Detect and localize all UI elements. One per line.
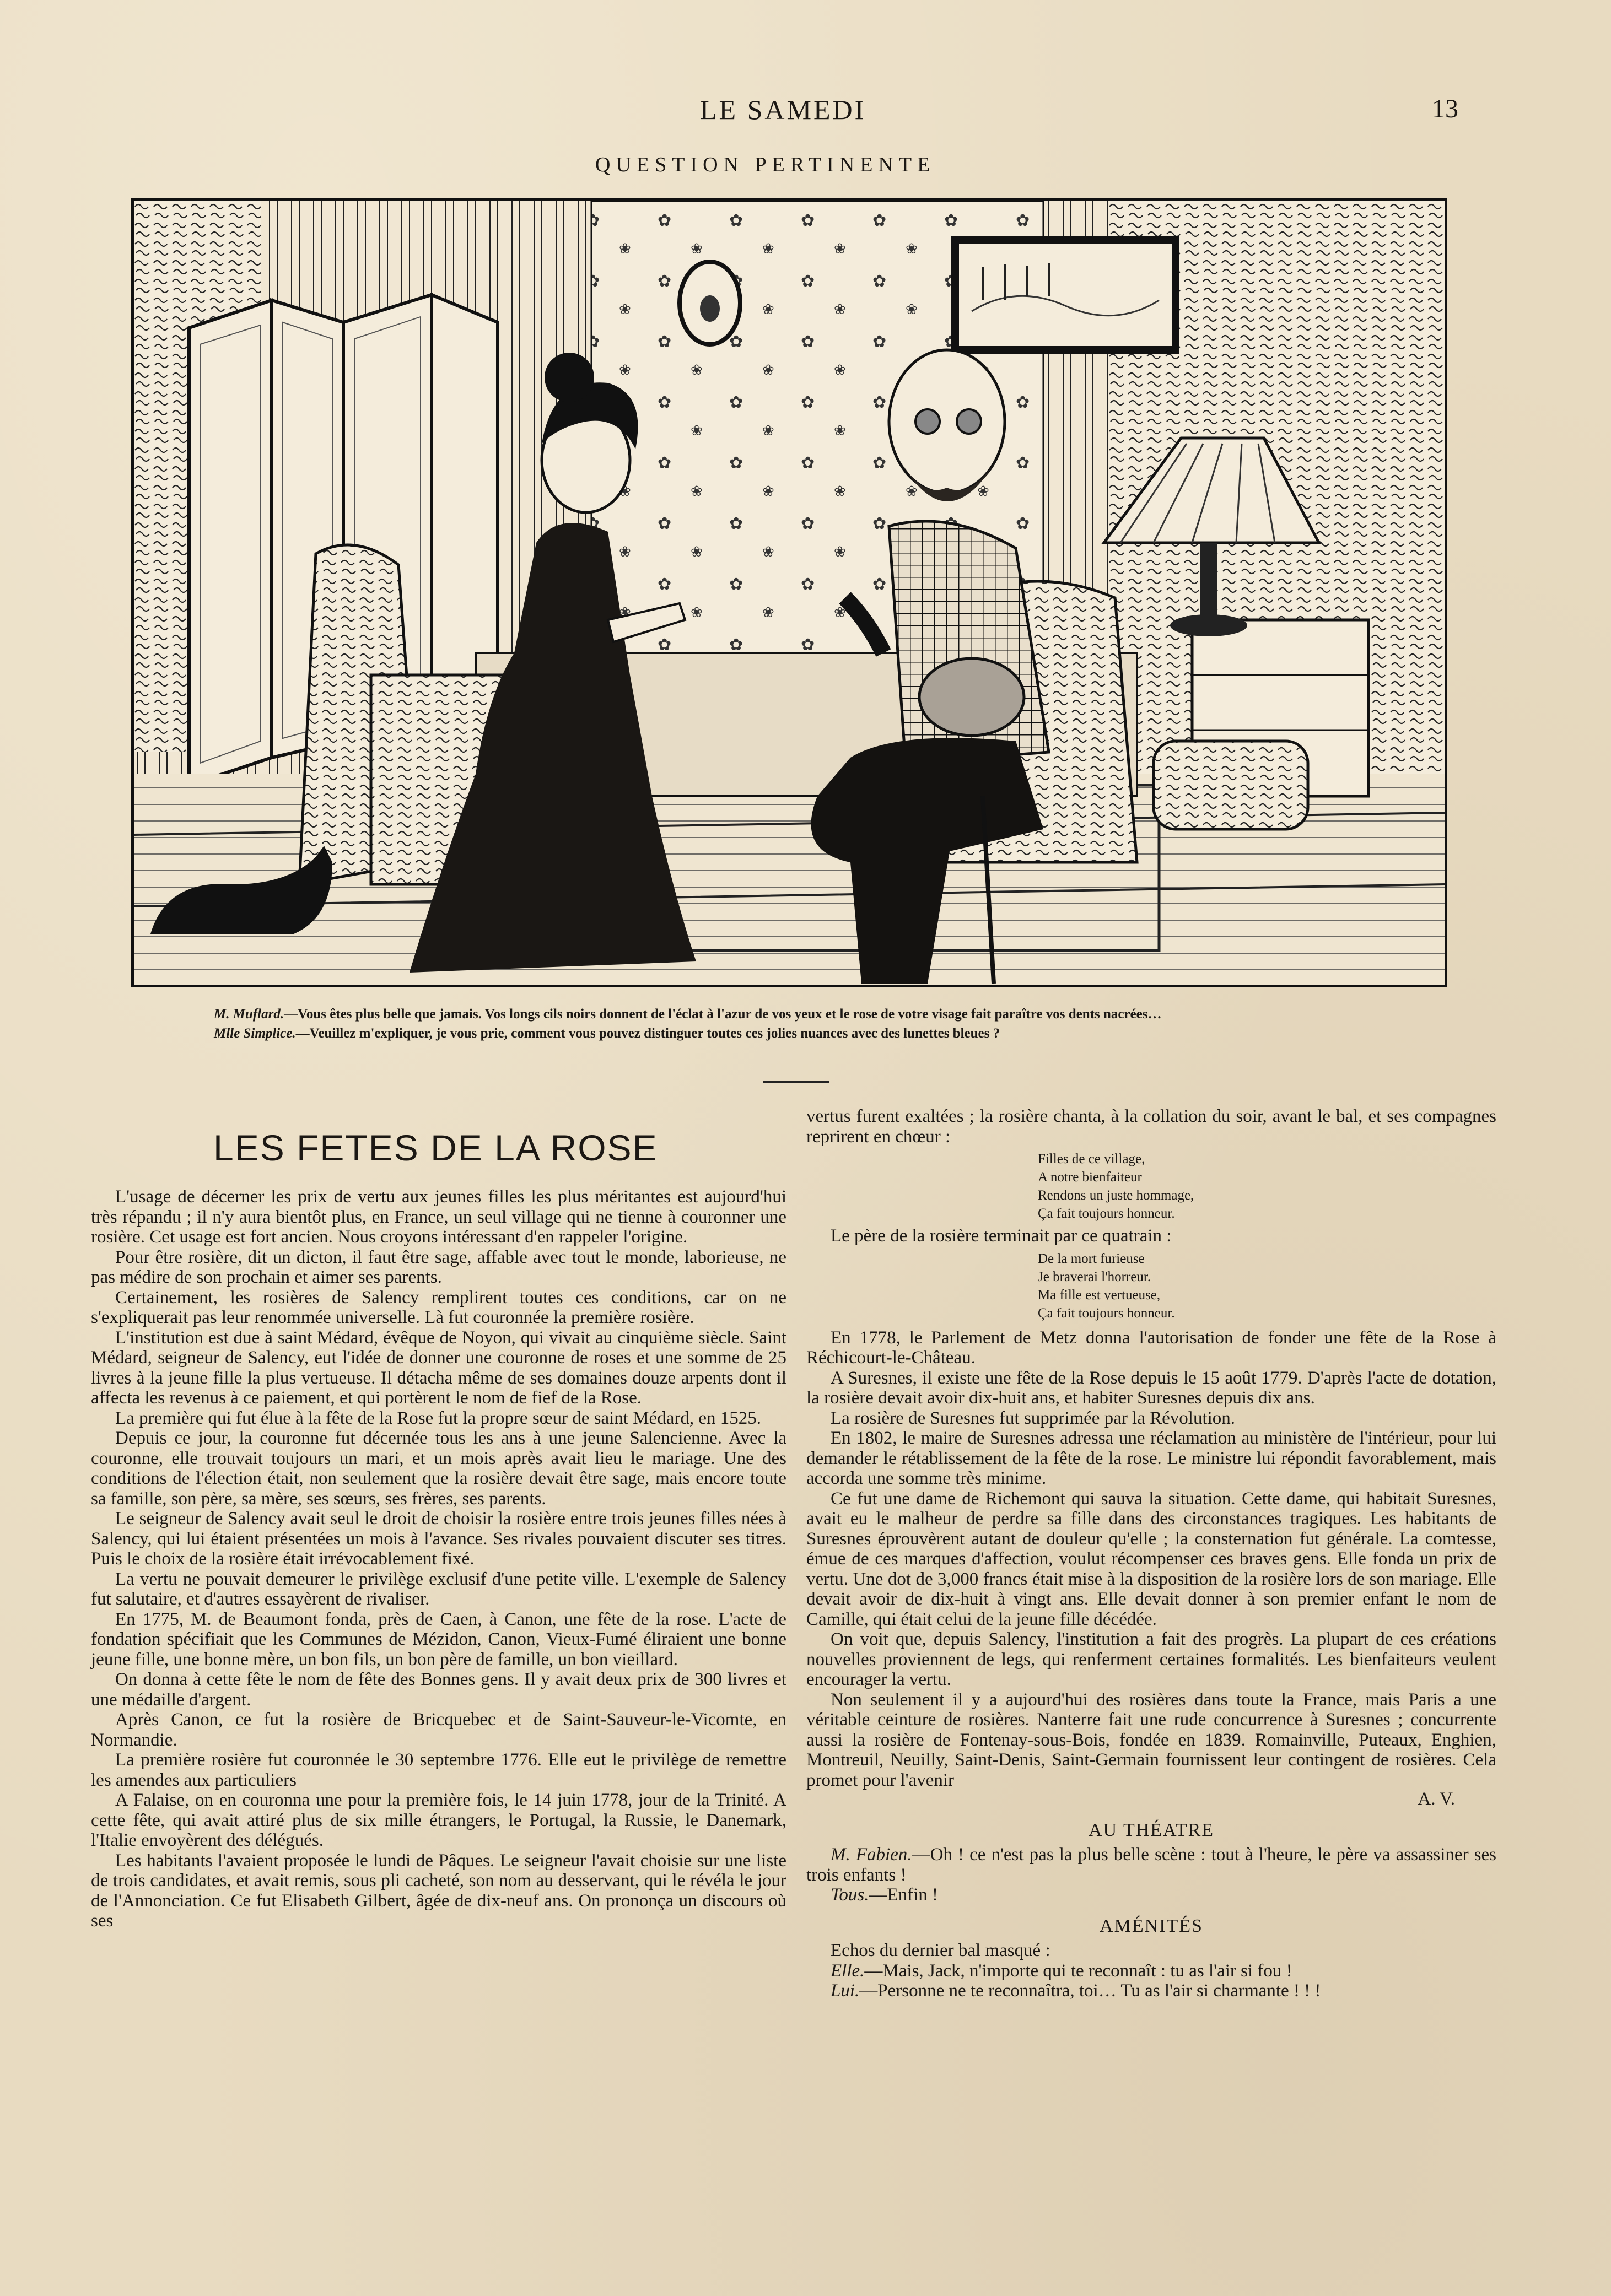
illustration-caption bbox=[214, 1004, 1481, 1043]
article-paragraph: On voit que, depuis Salency, l'institution a fait des progrès. La plupart de ces créations nouvelles proviennent de legs, qui renferment certaines formalités. Les bienfaiteurs veulent encourager la vertu. bbox=[806, 1629, 1496, 1689]
verse-line: Ma fille est vertueuse, bbox=[1038, 1287, 1161, 1303]
amenites-text-1: —Mais, Jack, n'importe qui te reconnaît : tu as l'air si fou ! bbox=[864, 1960, 1292, 1981]
verse-line: Ça fait toujours honneur. bbox=[1038, 1206, 1175, 1221]
illustration-title: QUESTION PERTINENTE bbox=[595, 153, 936, 176]
cartoon-illustration bbox=[131, 198, 1447, 987]
right-intro-paragraph: vertus furent exaltées ; la rosière chanta, à la collation du soir, avant le bal, et ses compagnes reprirent en chœur : bbox=[806, 1106, 1496, 1147]
article-paragraph: Pour être rosière, dit un dicton, il faut être sage, affable avec tout le monde, laborieuse, ne pas médire de son prochain et aimer ses parents. bbox=[91, 1247, 786, 1287]
page-number: 13 bbox=[1432, 94, 1458, 123]
article-paragraph: En 1778, le Parlement de Metz donna l'autorisation de fonder une fête de la Rose à Réchicourt-le-Château. bbox=[806, 1327, 1496, 1368]
amenites-speaker-2: Lui. bbox=[831, 1981, 860, 2001]
verse-line: Filles de ce village, bbox=[1038, 1152, 1145, 1166]
article-paragraph: Certainement, les rosières de Salency remplirent toutes ces conditions, car on ne s'expliquerait pas leur renommée universelle. Là fut couronnée la première rosière. bbox=[91, 1287, 786, 1327]
article-paragraph: Non seulement il y a aujourd'hui des rosières dans toute la France, mais Paris a une véritable ceinture de rosières. Nanterre fait une rude concurrence à Suresnes ; concurrente aussi la rosière de Fontenay-sous-Bois, fondée en 1839. Romainville, Puteaux, Enghien, Montreuil, Neuilly, Saint-Denis, Saint-Germain fournissent leur contingent de rosières. Cela promet pour l'avenir bbox=[806, 1689, 1496, 1790]
verse-line: Ça fait toujours honneur. bbox=[1038, 1305, 1175, 1321]
article-paragraph: On donna à cette fête le nom de fête des Bonnes gens. Il y avait deux prix de 300 livres et une médaille d'argent. bbox=[91, 1670, 786, 1710]
caption-text-2: —Veuillez m'expliquer, je vous prie, comment vous pouvez distinguer toutes ces jolies nuances avec des lunettes bleues ? bbox=[295, 1026, 1000, 1041]
article-paragraph: Ce fut une dame de Richemont qui sauva la situation. Cette dame, qui habitait Suresnes, avait eu le malheur de perdre sa fille dans des circonstances tragiques. Les habitants de Suresnes éprouvèrent autant de douleur qu'elle ; la consternation fut générale. La comtesse, émue de ces marques d'affection, voulut récompenser ces braves gens. Elle fonda un prix de vertu. Une dot de 3,000 francs était mise à la disposition de la rosière lors de son mariage. Elle devait avoir de dix-huit à vingt ans. Elle devait donner à son premier enfant le nom de Camille, qui était celui de la jeune fille décédée. bbox=[806, 1488, 1496, 1629]
cartoon-drawing bbox=[134, 201, 1445, 985]
verse-intro: Le père de la rosière terminait par ce quatrain : bbox=[831, 1226, 1172, 1246]
verse-line: Je braverai l'horreur. bbox=[1038, 1269, 1151, 1284]
right-paragraphs bbox=[806, 1328, 1496, 1791]
article-column-right bbox=[806, 1106, 1496, 2001]
amenites-text-2: —Personne ne te reconnaîtra, toi… Tu as l'air si charmante ! ! ! bbox=[859, 1981, 1321, 2001]
au-theatre-speaker-1: M. Fabien. bbox=[831, 1845, 912, 1865]
au-theatre-speaker-2: Tous. bbox=[831, 1885, 869, 1905]
article-paragraph: Les habitants l'avaient proposée le lundi de Pâques. Le seigneur l'avait choisie sur une liste de trois candidates, et avait remis, sous pli cacheté, son nom au desservant, qui le révéla le jour de l'Annonciation. Ce fut Elisabeth Gilbert, âgée de dix-neuf ans. On prononça un discours où ses bbox=[91, 1850, 786, 1931]
article-paragraph: A Falaise, on en couronna une pour la première fois, le 14 juin 1778, jour de la Trinité. A cette fête, qui avait attiré plus de six mille étrangers, le Portugal, la Russie, le Danemark, l'Italie envoyèrent des délégués. bbox=[91, 1790, 786, 1850]
verse-refrain bbox=[1038, 1150, 1496, 1223]
amenites-line-1 bbox=[806, 1961, 1496, 1981]
article-paragraph: La rosière de Suresnes fut supprimée par la Révolution. bbox=[831, 1408, 1236, 1428]
au-theatre-line-2 bbox=[806, 1885, 1496, 1905]
article-paragraph: En 1775, M. de Beaumont fonda, près de Caen, à Canon, une fête de la rose. L'acte de fondation spécifiait que les Communes de Mézidon, Canon, Vieux-Fumé éliraient une bonne jeune fille, une bonne mère, un bon fils, un bon père de famille, un bon vieillard. bbox=[91, 1609, 786, 1670]
amenites-heading: AMÉNITÉS bbox=[1100, 1915, 1203, 1936]
article-paragraph: A Suresnes, il existe une fête de la Rose depuis le 15 août 1779. D'après l'acte de dotation, la rosière devait avoir dix-huit ans, et habiter Suresnes depuis dix ans. bbox=[806, 1368, 1496, 1408]
caption-speaker-1: M. Muflard. bbox=[214, 1007, 284, 1022]
article-column-left bbox=[91, 1128, 786, 1931]
article-paragraph: La première qui fut élue à la fête de la Rose fut la propre sœur de saint Médard, en 1525. bbox=[115, 1408, 761, 1428]
amenites-intro: Echos du dernier bal masqué : bbox=[831, 1941, 1050, 1960]
article-paragraph: La vertu ne pouvait demeurer le privilège exclusif d'une petite ville. L'exemple de Salency fut salutaire, et d'autres essayèrent de rivaliser. bbox=[91, 1569, 786, 1609]
caption-text-1: —Vous êtes plus belle que jamais. Vos longs cils noirs donnent de l'éclat à l'azur de vos yeux et le rose de votre visage fait paraître vos dents nacrées… bbox=[284, 1007, 1162, 1022]
article-author: A. V. bbox=[1418, 1789, 1455, 1809]
verse-line: A notre bienfaiteur bbox=[1038, 1170, 1142, 1185]
verse-line: Rendons un juste hommage, bbox=[1038, 1188, 1194, 1203]
au-theatre-text-1: —Oh ! ce n'est pas la plus belle scène : tout à l'heure, le père va assassiner ses trois enfants ! bbox=[806, 1845, 1496, 1885]
caption-speaker-2: Mlle Simplice. bbox=[214, 1026, 296, 1041]
amenites-line-2 bbox=[806, 1981, 1496, 2001]
left-paragraphs bbox=[91, 1187, 786, 1931]
article-paragraph: L'usage de décerner les prix de vertu aux jeunes filles les plus méritantes est aujourd'hui très répandu ; il n'y aura bientôt plus, en France, un seul village qui ne tienne à couronner une rosière. Cet usage est fort ancien. Nous croyons intéressant d'en rappeler l'origine. bbox=[91, 1187, 786, 1247]
article-title: LES FETES DE LA ROSE bbox=[213, 1127, 658, 1168]
article-paragraph: L'institution est due à saint Médard, évêque de Noyon, qui vivait au cinquième siècle. Saint Médard, seigneur de Salency, eut l'idée de donner une couronne de roses et une somme de 25 livres à la jeune fille la plus vertueuse. Il détacha même de ses domaines douze arpents dont il affecta les revenus à ce paiement, et qui portèrent le nom de fief de la Rose. bbox=[91, 1327, 786, 1408]
article-paragraph: Le seigneur de Salency avait seul le droit de choisir la rosière entre trois jeunes filles nées à Salency, qui lui étaient présentées un mois à l'avance. Ses rivales pouvaient discuter ses titres. Puis le choix de la rosière était irrévocablement fixé. bbox=[91, 1509, 786, 1569]
au-theatre-text-2: —Enfin ! bbox=[869, 1885, 938, 1905]
amenites-speaker-1: Elle. bbox=[831, 1960, 865, 1981]
au-theatre-line-1 bbox=[806, 1845, 1496, 1885]
article-paragraph: La première rosière fut couronnée le 30 septembre 1776. Elle eut le privilège de remettre les amendes aux particuliers bbox=[91, 1750, 786, 1790]
section-divider bbox=[763, 1081, 829, 1083]
running-title: LE SAMEDI bbox=[700, 94, 866, 125]
au-theatre-heading: AU THÉATRE bbox=[1088, 1819, 1215, 1840]
verse-quatrain bbox=[1038, 1250, 1496, 1322]
article-paragraph: Après Canon, ce fut la rosière de Bricquebec et de Saint-Sauveur-le-Vicomte, en Normandie. bbox=[91, 1710, 786, 1750]
article-paragraph: En 1802, le maire de Suresnes adressa une réclamation au ministère de l'intérieur, pour lui demander le rétablissement de la fête de la rose. Le ministre lui répondit favorablement, mais accorda une somme très minime. bbox=[806, 1428, 1496, 1488]
verse-line: De la mort furieuse bbox=[1038, 1251, 1145, 1266]
article-paragraph: Depuis ce jour, la couronne fut décernée tous les ans à une jeune Salencienne. Avec la couronne, elle trouvait toujours un mari, et un mois après avait lieu le mariage. Une des conditions de l'élection était, non seulement que la rosière devait être sage, mais encore toute sa famille, son père, sa mère, ses sœurs, ses frères, ses parents. bbox=[91, 1428, 786, 1509]
